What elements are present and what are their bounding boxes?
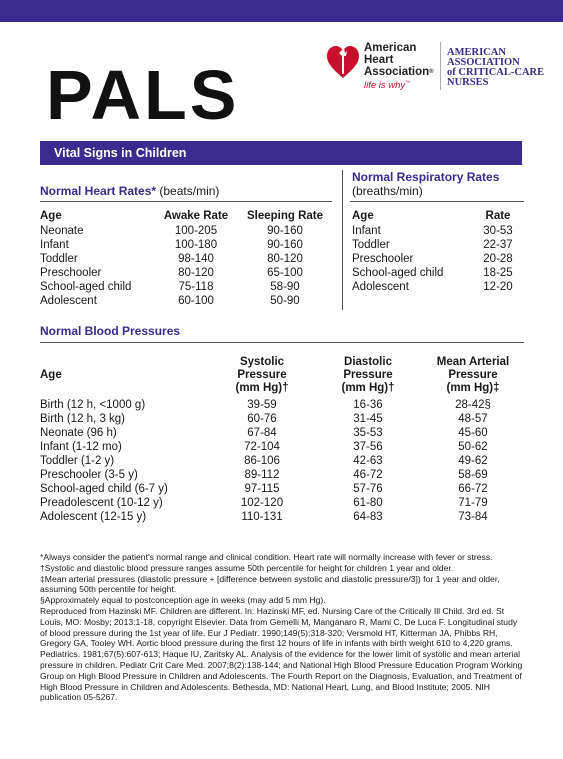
aacn-wordmark <box>447 48 544 88</box>
table-row <box>352 238 524 252</box>
pressure-cell: 89-112 <box>244 469 280 481</box>
table-row <box>40 224 330 238</box>
pressure-cell: 45-60 <box>458 427 488 439</box>
table-row <box>352 224 524 238</box>
rate-cell: 50-90 <box>270 295 300 307</box>
pressure-cell: 42-63 <box>353 455 383 467</box>
column-header-line: Diastolic <box>344 355 392 368</box>
age-cell: Infant (1-12 mo) <box>40 441 122 453</box>
rate-cell: 75-118 <box>178 281 214 293</box>
heart-rates-unit: (beats/min) <box>156 184 220 198</box>
pressure-cell: 60-76 <box>247 413 277 425</box>
aacn-wordmark-line: AMERICAN <box>447 47 506 58</box>
pressure-cell: 73-84 <box>458 511 488 523</box>
respiratory-rates-heading <box>352 170 499 198</box>
heart-rates-heading <box>40 184 219 198</box>
rate-cell: 80-120 <box>178 267 214 279</box>
pressure-cell: 61-80 <box>353 497 383 509</box>
heart-torch-logo-icon <box>326 44 360 80</box>
column-divider <box>342 170 343 310</box>
logo-divider <box>440 42 441 90</box>
column-header-line: Pressure <box>343 368 393 381</box>
column-header-line: (mm Hg)‡ <box>446 381 500 394</box>
aacn-wordmark-line: ASSOCIATION <box>447 57 520 68</box>
column-header-line: (mm Hg)† <box>235 381 289 394</box>
respiratory-rates-unit: (breaths/min) <box>352 184 423 198</box>
rate-cell: 100-180 <box>174 239 218 251</box>
age-cell: Adolescent <box>40 295 97 307</box>
pressure-cell: 67-84 <box>247 427 277 439</box>
footnote: §Approximately equal to postconception age in weeks (may add 5 mm Hg). <box>40 595 326 606</box>
table-row <box>40 252 330 266</box>
aha-tagline <box>364 80 410 91</box>
pressure-cell: 48-57 <box>458 413 488 425</box>
age-cell: School-aged child <box>352 267 444 279</box>
age-cell: Infant <box>40 239 69 251</box>
footnotes <box>40 552 524 703</box>
pressure-cell: 39-59 <box>247 399 277 411</box>
pressure-cell: 64-83 <box>353 511 383 523</box>
blood-pressures-table <box>40 352 524 524</box>
blood-pressures-rule <box>40 342 524 343</box>
column-header: Awake Rate <box>163 209 229 222</box>
table-row <box>40 496 524 510</box>
table-row <box>40 482 524 496</box>
table-row <box>352 280 524 294</box>
pressure-cell: 31-45 <box>353 413 383 425</box>
table-row <box>40 454 524 468</box>
footnote: *Always consider the patient's normal range and clinical condition. Heart rate will normally increase with fever or stress. <box>40 552 493 562</box>
age-cell: Birth (12 h, <1000 g) <box>40 399 146 411</box>
registered-mark: ® <box>429 69 434 75</box>
pressure-cell: 102-120 <box>240 497 284 509</box>
footnote: Reproduced from Hazinski MF. Children are different. In: Hazinski MF, ed. Nursing Care of the Critically Ill Child. 3rd ed. St Louis, MO: Mosby; 2013:1-18, copyright Elsevier. Data from Gemelli M, Manganaro R, Mami C, De Luca F. Longitudinal study of blood pressure during the 1st year of life. Eur J Pediatr. 1990;149(5):318-320; Versmold HT, Kitterman JA, Phibbs RH, Gregory GA, Tooley WH. Aortic blood pressure during the first 12 hours of life in infants with birth weight 610 to 4,220 grams. Pediatrics. 1981;67(5):607-613; Haque IU, Zaritsky AL. Analysis of the evidence for the lower limit of systolic and mean arterial pressure in children. Pediatr Crit Care Med. 2007;8(2):138-144; and National High Blood Pressure Education Program Working Group on High Blood Pressure in Children and Adolescents. The Fourth Report on the Diagnosis, Evaluation, and Treatment of High Blood Pressure in Children and Adolescents. Bethesda, MD: National Heart, Lung, and Blood Institute; 2005. NIH publication 05-5267. <box>40 605 523 703</box>
rate-cell: 90-160 <box>267 225 303 237</box>
aha-tagline-text: life is why <box>364 80 406 91</box>
heart-rates-table <box>40 207 330 308</box>
column-header <box>210 352 314 398</box>
rate-cell: 22-37 <box>483 239 513 251</box>
column-header-line: Pressure <box>237 368 287 381</box>
age-cell: Birth (12 h, 3 kg) <box>40 413 126 425</box>
age-cell: School-aged child (6-7 y) <box>40 483 168 495</box>
column-header-line: (mm Hg)† <box>341 381 395 394</box>
age-cell: Neonate <box>40 225 84 237</box>
table-row <box>40 280 330 294</box>
column-header-line: Age <box>40 368 62 381</box>
age-cell: Adolescent <box>352 281 409 293</box>
table-row <box>40 238 330 252</box>
respiratory-rates-heading-text: Normal Respiratory Rates <box>352 170 500 184</box>
pressure-cell: 66-72 <box>458 483 488 495</box>
pressure-cell: 16-36 <box>353 399 383 411</box>
rate-cell: 65-100 <box>267 267 303 279</box>
table-row <box>40 440 524 454</box>
aacn-wordmark-line: of CRITICAL-CARE <box>447 67 545 78</box>
column-header: Age <box>40 209 62 222</box>
rate-cell: 58-90 <box>270 281 300 293</box>
table-row <box>40 510 524 524</box>
column-header-line: Systolic <box>239 355 285 368</box>
rate-cell: 90-160 <box>267 239 303 251</box>
logo-group <box>326 38 562 98</box>
pressure-cell: 86-106 <box>244 455 280 467</box>
age-cell: Toddler (1-2 y) <box>40 455 115 467</box>
pressure-cell: 72-104 <box>244 441 280 453</box>
section-title-bar: Vital Signs in Children <box>40 141 522 165</box>
rate-cell: 20-28 <box>483 253 513 265</box>
age-cell: School-aged child <box>40 281 132 293</box>
age-cell: Infant <box>352 225 381 237</box>
aha-wordmark <box>364 42 434 78</box>
pressure-cell: 58-69 <box>458 469 488 481</box>
heart-rates-rule <box>40 201 332 202</box>
table-header-row <box>40 352 524 398</box>
pressure-cell: 50-62 <box>458 441 488 453</box>
pressure-cell: 35-53 <box>353 427 383 439</box>
aha-wordmark-line: Heart <box>364 54 394 66</box>
pressure-cell: 57-76 <box>353 483 383 495</box>
table-row <box>40 266 330 280</box>
table-row <box>40 294 330 308</box>
rate-cell: 80-120 <box>267 253 303 265</box>
table-row <box>352 252 524 266</box>
blood-pressures-heading: Normal Blood Pressures <box>40 324 181 338</box>
column-header: Rate <box>485 209 511 222</box>
footnote: ‡Mean arterial pressures (diastolic pressure + [difference between systolic and diastolic pressure/3]) for 1 year and older, assuming 50th percentile for height. <box>40 573 500 595</box>
table-row <box>40 426 524 440</box>
pressure-cell: 71-79 <box>458 497 488 509</box>
age-cell: Preschooler (3-5 y) <box>40 469 138 481</box>
footnote: †Systolic and diastolic blood pressure ranges assume 50th percentile for height for children 1 year and older. <box>40 562 454 573</box>
rate-cell: 30-53 <box>483 225 513 237</box>
pressure-cell: 28-42§ <box>455 399 491 411</box>
column-header <box>422 352 524 398</box>
table-row <box>40 412 524 426</box>
top-color-band <box>0 0 563 22</box>
table-header-row <box>352 207 524 224</box>
respiratory-rates-table <box>352 207 524 294</box>
age-cell: Preadolescent (10-12 y) <box>40 497 163 509</box>
age-cell: Toddler <box>352 239 390 251</box>
age-cell: Neonate (96 h) <box>40 427 117 439</box>
rate-cell: 98-140 <box>178 253 214 265</box>
pressure-cell: 97-115 <box>244 483 280 495</box>
aacn-wordmark-line: NURSES <box>447 77 489 88</box>
table-row <box>352 266 524 280</box>
aha-wordmark-line: American <box>364 42 417 54</box>
column-header: Sleeping Rate <box>246 209 324 222</box>
table-row <box>40 468 524 482</box>
pressure-cell: 46-72 <box>353 469 383 481</box>
column-header-line: Mean Arterial <box>436 355 510 368</box>
rate-cell: 100-205 <box>174 225 218 237</box>
heart-rates-heading-text: Normal Heart Rates* <box>40 184 157 198</box>
table-row <box>40 398 524 412</box>
pressure-cell: 37-56 <box>353 441 383 453</box>
table-header-row <box>40 207 330 224</box>
pressure-cell: 110-131 <box>241 511 283 523</box>
rate-cell: 18-25 <box>483 267 513 279</box>
pressure-cell: 49-62 <box>458 455 488 467</box>
column-header <box>314 352 422 398</box>
column-header-line: Pressure <box>448 368 498 381</box>
page-title: PALS <box>46 56 240 134</box>
rate-cell: 60-100 <box>178 295 214 307</box>
column-header <box>40 352 210 398</box>
age-cell: Toddler <box>40 253 78 265</box>
rate-cell: 12-20 <box>483 281 513 293</box>
age-cell: Adolescent (12-15 y) <box>40 511 147 523</box>
age-cell: Preschooler <box>352 253 414 265</box>
column-header: Age <box>352 209 374 222</box>
trademark-mark: ™ <box>405 80 411 86</box>
age-cell: Preschooler <box>40 267 102 279</box>
respiratory-rates-rule <box>350 201 524 202</box>
aha-wordmark-line: Association <box>364 66 430 78</box>
